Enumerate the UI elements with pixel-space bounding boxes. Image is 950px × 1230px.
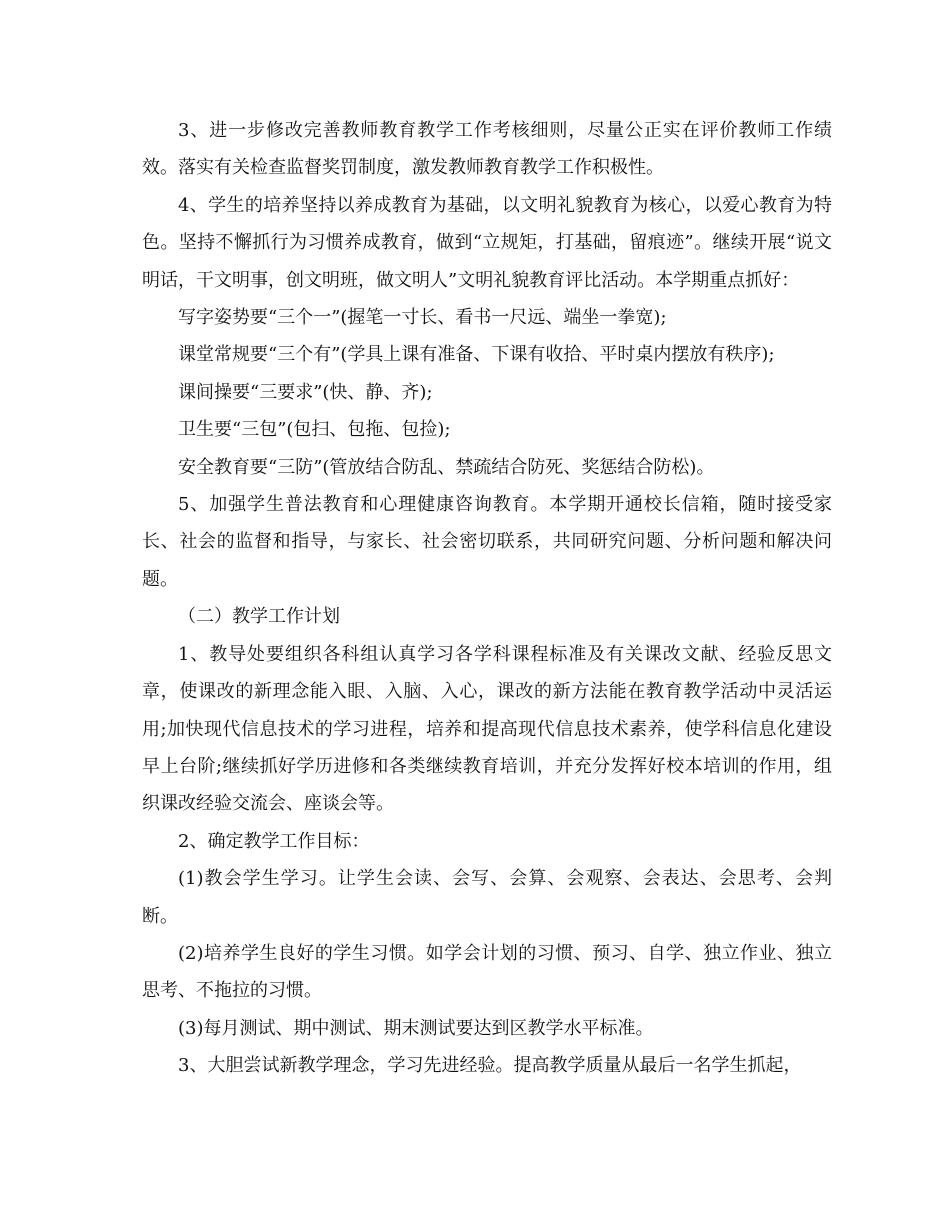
paragraph-item-1-curriculum-study: 1、教导处要组织各科组认真学习各学科课程标准及有关课改文献、经验反思文章，使课改的新理念能入眼、入脑、入心，课改的新方法能在教育教学活动中灵活运用;加快现代信息技术的学习进程，培养和提高现代信息技术素养，使学科信息化建设早上台阶;继续抓好学历进修和各类继续教育培训，并充分发挥好校本培训的作用，组织课改经验交流会、座谈会等。 [142, 643, 832, 815]
document-body [142, 112, 832, 1085]
paragraph-goal-2-habits: (2)培养学生良好的学生习惯。如学会计划的习惯、预习、自学、独立作业、独立思考、不拖拉的习惯。 [142, 942, 832, 1002]
paragraph-item-3-new-ideas: 3、大胆尝试新教学理念，学习先进经验。提高教学质量从最后一名学生抓起， [178, 1055, 802, 1077]
paragraph-class-routine: 课堂常规要“三个有”(学具上课有准备、下课有收拾、平时桌内摆放有秩序); [178, 344, 775, 366]
paragraph-item-4-habit-education: 4、学生的培养坚持以养成教育为基础，以文明礼貌教育为核心，以爱心教育为特色。坚持不懈抓行为习惯养成教育，做到“立规矩，打基础，留痕迹”。继续开展“说文明话，干文明事，创文明班，做文明人”文明礼貌教育评比活动。本学期重点抓好： [142, 194, 832, 291]
paragraph-exercise-rules: 课间操要“三要求”(快、静、齐); [178, 381, 433, 403]
paragraph-goal-3-tests: (3)每月测试、期中测试、期末测试要达到区教学水平标准。 [178, 1017, 654, 1039]
paragraph-item-3-appraisal: 3、进一步修改完善教师教育教学工作考核细则，尽量公正实在评价教师工作绩效。落实有关检查监督奖罚制度，激发教师教育教学工作积极性。 [142, 120, 832, 179]
section-heading-teaching-plan: （二）教学工作计划 [178, 606, 340, 628]
paragraph-goal-1-learning: (1)教会学生学习。让学生会读、会写、会算、会观察、会表达、会思考、会判断。 [142, 868, 832, 927]
paragraph-item-2-teaching-goals: 2、确定教学工作目标： [178, 830, 370, 852]
paragraph-item-5-legal-education: 5、加强学生普法教育和心理健康咨询教育。本学期开通校长信箱，随时接受家长、社会的监督和指导，与家长、社会密切联系，共同研究问题、分析问题和解决问题。 [142, 494, 832, 590]
paragraph-hygiene-rules: 卫生要“三包”(包扫、包拖、包捡); [178, 419, 451, 441]
paragraph-safety-rules: 安全教育要“三防”(管放结合防乱、禁疏结合防死、奖惩结合防松)。 [178, 456, 715, 478]
paragraph-writing-posture: 写字姿势要“三个一”(握笔一寸长、看书一尺远、端坐一拳宽); [178, 307, 667, 329]
